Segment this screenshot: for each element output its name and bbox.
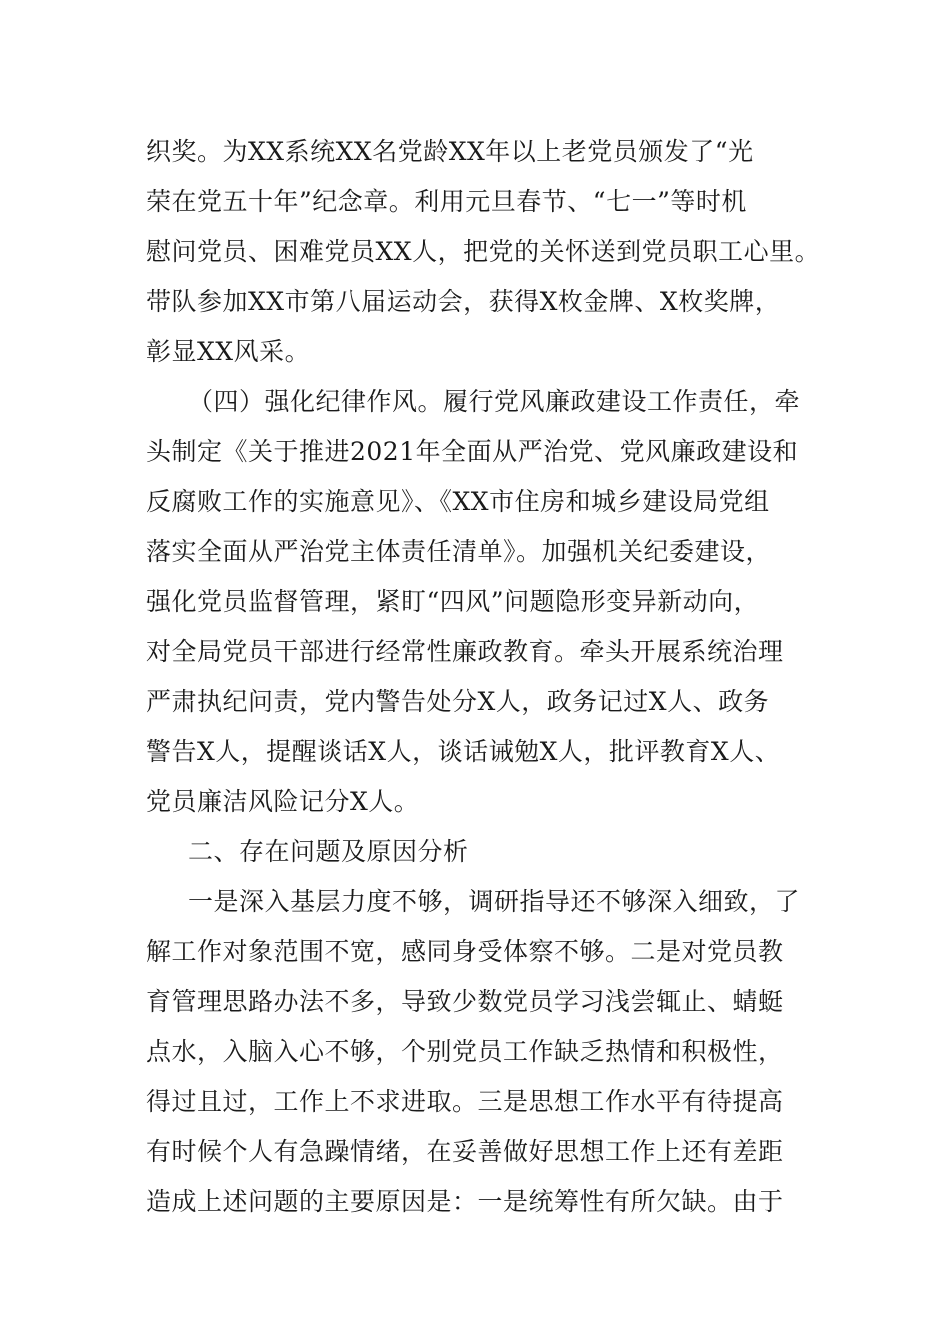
text-line: 彰显XX风采。	[146, 337, 311, 366]
text-line: 造成上述问题的主要原因是：一是统筹性有所欠缺。由于	[146, 1187, 784, 1216]
text-line: 得过且过，工作上不求进取。三是思想工作水平有待提高	[146, 1087, 784, 1116]
section-heading-discipline: （四）强化纪律作风。履行党风廉政建设工作责任，牵	[188, 387, 801, 416]
text-line: 解工作对象范围不宽，感同身受体察不够。二是对党员教	[146, 937, 784, 966]
text-line: 落实全面从严治党主体责任清单》。加强机关纪委建设，	[146, 537, 772, 566]
text-line: 育管理思路办法不多，导致少数党员学习浅尝辄止、蜻蜓	[146, 987, 784, 1016]
text-line: 党员廉洁风险记分X人。	[146, 787, 420, 816]
text-line: 强化党员监督管理，紧盯“四风”问题隐形变异新动向，	[146, 587, 760, 616]
text-line: 织奖。为XX系统XX名党龄XX年以上老党员颁发了“光	[146, 137, 754, 166]
text-line: 对全局党员干部进行经常性廉政教育。牵头开展系统治理	[146, 637, 784, 666]
text-line: 严肃执纪问责，党内警告处分X人，政务记过X人、政务	[146, 687, 770, 716]
text-line: 带队参加XX市第八届运动会，获得X枚金牌、X枚奖牌，	[146, 287, 781, 316]
text-line: 慰问党员、困难党员XX人，把党的关怀送到党员职工心里。	[146, 237, 821, 266]
text-line: 反腐败工作的实施意见》、《XX市住房和城乡建设局党组	[146, 487, 770, 516]
text-line: 点水，入脑入心不够，个别党员工作缺乏热情和积极性，	[146, 1037, 784, 1066]
text-line: 有时候个人有急躁情绪，在妥善做好思想工作上还有差距	[146, 1137, 784, 1166]
text-line: 头制定《关于推进2021年全面从严治党、党风廉政建设和	[146, 437, 799, 466]
text-line: 一是深入基层力度不够，调研指导还不够深入细致，了	[188, 887, 801, 916]
section-heading-problems: 二、存在问题及原因分析	[188, 837, 469, 866]
text-line: 警告X人，提醒谈话X人，谈话诫勉X人，批评教育X人、	[146, 737, 781, 766]
text-line: 荣在党五十年”纪念章。利用元旦春节、“七一”等时机	[146, 187, 747, 216]
